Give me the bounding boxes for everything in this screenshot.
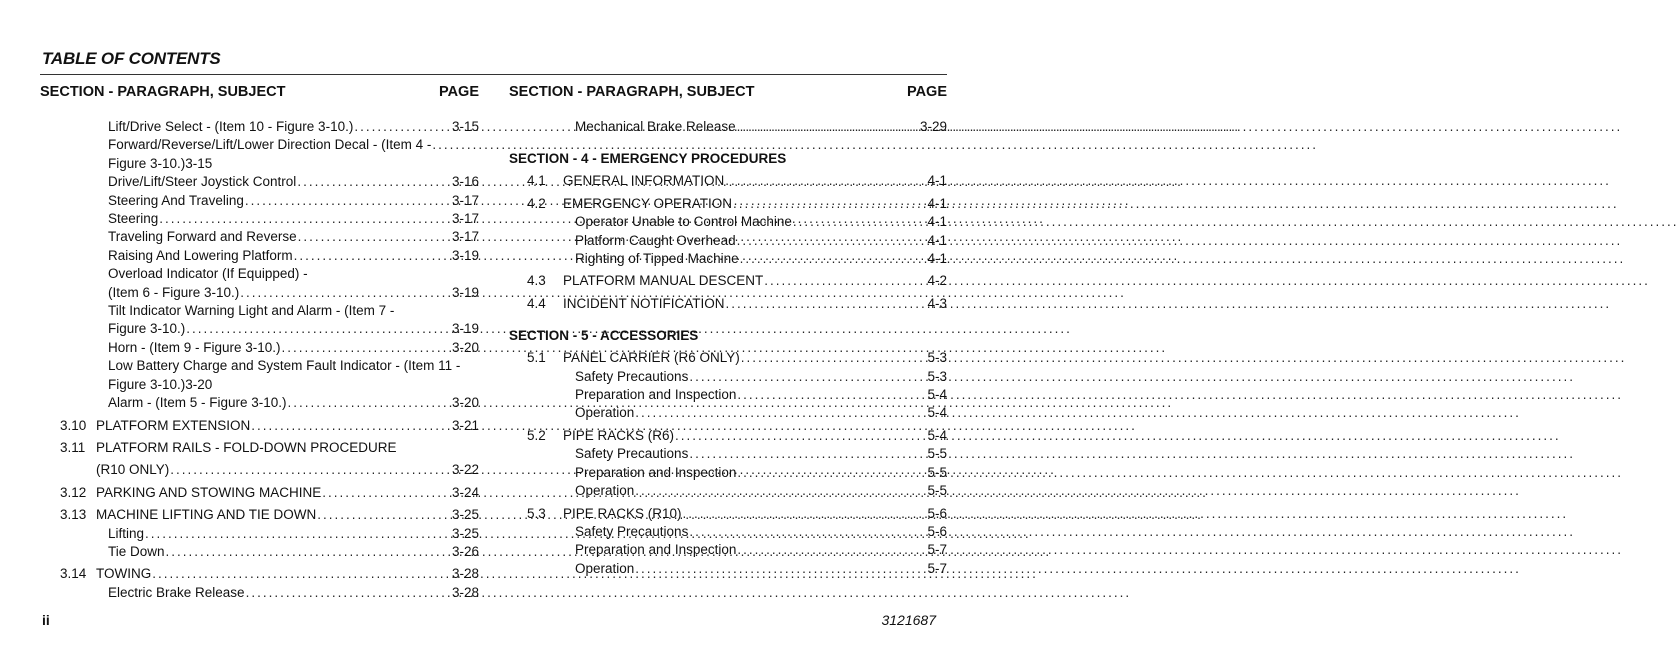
toc-entry-text <box>40 265 479 283</box>
dot-leader <box>246 584 451 602</box>
dot-leader <box>733 195 926 213</box>
toc-entry-number: 4.2 <box>527 195 546 211</box>
toc-entry-page: 3-16 <box>451 174 479 190</box>
dot-leader <box>159 210 451 228</box>
toc-entry[interactable] <box>40 320 479 338</box>
column-header-right <box>509 82 947 106</box>
page-title: TABLE OF CONTENTS <box>42 49 221 68</box>
toc-entry-page: 3-25 <box>451 507 479 523</box>
toc-entry[interactable] <box>509 482 947 500</box>
toc-entry-label: PLATFORM RAILS - FOLD-DOWN PROCEDURE <box>96 439 397 455</box>
dot-leader <box>741 349 927 367</box>
toc-entry-label: Operation <box>575 483 635 499</box>
toc-entry[interactable] <box>40 192 479 210</box>
toc-entry-number: 5.1 <box>527 350 546 366</box>
toc-entry-page: 3-24 <box>451 484 479 500</box>
toc-entry[interactable] <box>509 505 947 523</box>
dot-leader <box>689 523 926 541</box>
toc-entry-label: Lifting <box>108 525 145 541</box>
dot-leader <box>322 484 451 502</box>
column-header-page: PAGE <box>906 84 947 100</box>
toc-entry[interactable] <box>509 250 947 268</box>
toc-entry-page: 4-1 <box>927 251 947 267</box>
toc-entry-label: Drive/Lift/Steer Joystick Control <box>108 174 297 190</box>
toc-entry-label: Mechanical Brake Release <box>575 119 736 134</box>
toc-entry-label: Figure 3-10.)3-20 <box>108 376 213 392</box>
toc-entry-label: Tilt Indicator Warning Light and Alarm - (Item 7 - <box>108 303 395 319</box>
dot-leader <box>354 118 451 136</box>
toc-entry-number: 4.3 <box>527 273 546 289</box>
dot-leader <box>152 565 451 583</box>
toc-entry[interactable] <box>509 464 947 482</box>
title-divider <box>40 74 947 75</box>
toc-entry-label: GENERAL INFORMATION <box>563 173 725 189</box>
toc-entry-label: Steering <box>108 211 159 227</box>
toc-entry-page: 5-5 <box>927 483 947 499</box>
toc-entry-text <box>40 302 479 320</box>
toc-entry-page: 4-1 <box>927 232 947 248</box>
toc-entry-page: 5-5 <box>927 446 947 462</box>
toc-entry-page: 5-3 <box>927 368 947 384</box>
toc-entry-label: (Item 6 - Figure 3-10.) <box>108 284 240 300</box>
toc-entry-label: PIPE RACKS (R6) <box>563 427 675 443</box>
toc-entry-label: Safety Precautions <box>575 368 689 384</box>
toc-entry-page: 5-5 <box>927 464 947 480</box>
dot-leader <box>432 136 478 154</box>
toc-entry[interactable] <box>509 386 947 404</box>
toc-entry-text <box>40 357 479 375</box>
toc-entry-label: Safety Precautions <box>575 523 689 539</box>
toc-entry-label: TOWING <box>96 566 152 582</box>
toc-entry[interactable] <box>40 525 479 543</box>
toc-entry[interactable] <box>509 560 947 578</box>
toc-entry[interactable] <box>509 404 947 422</box>
toc-entry-text <box>40 439 479 457</box>
toc-entry-label: PLATFORM MANUAL DESCENT <box>563 273 764 289</box>
toc-column-right <box>509 82 947 578</box>
toc-entry[interactable] <box>40 506 479 524</box>
toc-entry-page: 5-4 <box>927 427 947 443</box>
dot-leader <box>635 560 926 578</box>
toc-entry-page: 3-28 <box>451 584 479 600</box>
dot-leader <box>186 320 451 338</box>
dot-leader <box>764 272 926 290</box>
toc-entry-page: 3-29 <box>919 119 947 134</box>
toc-entry[interactable] <box>509 368 947 386</box>
toc-entry-label: EMERGENCY OPERATION <box>563 195 733 211</box>
toc-entry-label: Operator Unable to Control Machine <box>575 214 792 230</box>
toc-entry[interactable] <box>509 118 947 136</box>
toc-entry-number: 5.3 <box>527 505 546 521</box>
dot-leader <box>245 192 451 210</box>
page-number: ii <box>42 612 50 628</box>
toc-entry[interactable] <box>40 118 479 136</box>
toc-entry[interactable] <box>40 565 479 583</box>
dot-leader <box>793 213 927 231</box>
toc-entry[interactable] <box>40 394 479 412</box>
spacer <box>509 313 947 327</box>
toc-entry[interactable] <box>40 136 479 154</box>
toc-entry-label: Forward/Reverse/Lift/Lower Direction Decal - (Item 4 - <box>108 137 432 153</box>
toc-entry[interactable] <box>40 228 479 246</box>
dot-leader <box>689 445 926 463</box>
toc-entry-text <box>40 155 479 173</box>
toc-entry-label: Low Battery Charge and System Fault Indicator - (Item 11 - <box>108 358 461 374</box>
toc-entry-page: 5-7 <box>927 542 947 558</box>
toc-entry[interactable] <box>509 445 947 463</box>
toc-entry-page: 5-4 <box>927 405 947 421</box>
toc-entry-page: 3-28 <box>451 566 479 582</box>
toc-entry[interactable] <box>509 195 947 213</box>
toc-entry[interactable] <box>509 295 947 313</box>
toc-entry-label: Platform Caught Overhead <box>575 232 736 248</box>
dot-leader <box>737 118 919 136</box>
dot-leader <box>726 295 927 313</box>
toc-entry-page: 5-3 <box>927 350 947 366</box>
toc-entry[interactable] <box>509 172 947 190</box>
dot-leader <box>240 284 451 302</box>
toc-entry-label: Raising And Lowering Platform <box>108 247 293 263</box>
toc-entry-number: 4.1 <box>527 173 546 189</box>
toc-entry-label: Alarm - (Item 5 - Figure 3-10.) <box>108 395 287 411</box>
toc-entry-page: 3-15 <box>451 119 479 134</box>
toc-entry-page: 5-6 <box>927 523 947 539</box>
toc-entry-page: 3-17 <box>451 229 479 245</box>
dot-leader <box>635 482 926 500</box>
toc-entry-label: PANEL CARRIER (R6 ONLY) <box>563 350 740 366</box>
toc-entry-page: 5-6 <box>927 505 947 521</box>
toc-entry-page: 4-1 <box>927 214 947 230</box>
toc-entry-page: 3-17 <box>451 192 479 208</box>
toc-entry-label: Preparation and Inspection <box>575 542 737 558</box>
dot-leader <box>737 232 927 250</box>
toc-entry[interactable] <box>509 523 947 541</box>
toc-column-left <box>40 82 479 602</box>
toc-entry[interactable] <box>40 484 479 502</box>
column-header-left <box>40 82 479 106</box>
toc-entry-page: 3-19 <box>451 284 479 300</box>
document-number: 3121687 <box>881 612 936 628</box>
toc-entry-label: Safety Precautions <box>575 446 689 462</box>
toc-entry-label: Traveling Forward and Reverse <box>108 229 297 245</box>
toc-entry-number: 4.4 <box>527 295 546 311</box>
toc-entry-label: PIPE RACKS (R10) <box>563 505 682 521</box>
toc-entry-label: Preparation and Inspection <box>575 387 737 403</box>
toc-entry-label: PLATFORM EXTENSION <box>96 417 251 433</box>
toc-entry[interactable] <box>509 541 947 559</box>
section-heading: SECTION - 5 - ACCESSORIES <box>509 328 699 344</box>
toc-entry-label: (R10 ONLY) <box>96 462 170 478</box>
toc-entry-page: 4-3 <box>927 295 947 311</box>
column-header-page: PAGE <box>438 84 479 100</box>
toc-entry-label: PARKING AND STOWING MACHINE <box>96 484 322 500</box>
toc-entry-number: 5.2 <box>527 427 546 443</box>
section-heading: SECTION - 4 - EMERGENCY PROCEDURES <box>509 151 787 167</box>
toc-entry-label: Lift/Drive Select - (Item 10 - Figure 3-10.) <box>108 119 354 134</box>
toc-entry[interactable] <box>40 210 479 228</box>
toc-entry-page: 4-1 <box>927 195 947 211</box>
toc-entry-page: 3-17 <box>451 211 479 227</box>
dot-leader <box>294 247 451 265</box>
toc-entry[interactable] <box>40 584 479 602</box>
toc-entry[interactable] <box>40 173 479 191</box>
dot-leader <box>298 228 451 246</box>
toc-entry[interactable] <box>509 349 947 367</box>
dot-leader <box>737 386 926 404</box>
toc-entry[interactable] <box>40 247 479 265</box>
dot-leader <box>288 394 451 412</box>
dot-leader <box>740 250 927 268</box>
toc-entry-page: 3-26 <box>451 543 479 559</box>
toc-entry-page: 4-1 <box>927 173 947 189</box>
toc-entry-label: Operation <box>575 405 635 421</box>
toc-entry-label: Preparation and Inspection <box>575 464 737 480</box>
toc-entry-number: 3.11 <box>60 439 86 455</box>
toc-entry-number: 3.12 <box>60 484 87 500</box>
toc-entry-label: Tie Down <box>108 543 165 559</box>
toc-entry-number: 3.10 <box>60 417 87 433</box>
toc-entry-page: 3-20 <box>451 395 479 411</box>
dot-leader <box>282 339 451 357</box>
dot-leader <box>675 427 926 445</box>
toc-entry-label: INCIDENT NOTIFICATION <box>563 295 725 311</box>
toc-entry[interactable] <box>509 213 947 231</box>
toc-entry[interactable] <box>40 339 479 357</box>
toc-entry[interactable] <box>509 427 947 445</box>
toc-entry-page: 3-25 <box>451 525 479 541</box>
toc-entry[interactable] <box>509 272 947 290</box>
toc-entry-page: 5-7 <box>927 560 947 576</box>
toc-entry-label: Figure 3-10.) <box>108 321 186 337</box>
toc-entry-label: Righting of Tipped Machine <box>575 251 739 267</box>
dot-leader <box>297 173 451 191</box>
toc-list-left <box>40 118 479 602</box>
dot-leader <box>689 368 926 386</box>
toc-entry-page: 4-2 <box>927 273 947 289</box>
toc-entry-label: Operation <box>575 560 635 576</box>
toc-entry-page: 3-21 <box>451 417 479 433</box>
column-header-subject: SECTION - PARAGRAPH, SUBJECT <box>509 84 755 100</box>
column-header-subject: SECTION - PARAGRAPH, SUBJECT <box>40 84 286 100</box>
dot-leader <box>737 464 926 482</box>
dot-leader <box>251 417 451 435</box>
toc-entry[interactable] <box>40 461 479 479</box>
toc-entry-number: 3.13 <box>60 507 87 523</box>
toc-entry-label: MACHINE LIFTING AND TIE DOWN <box>96 507 317 523</box>
dot-leader <box>683 505 927 523</box>
toc-list-right <box>509 118 947 578</box>
toc-entry-page: 5-4 <box>927 387 947 403</box>
dot-leader <box>166 543 451 561</box>
dot-leader <box>145 525 451 543</box>
dot-leader <box>317 506 451 524</box>
toc-entry-text <box>40 376 479 394</box>
toc-entry-page: 3-22 <box>451 462 479 478</box>
toc-entry-number: 3.14 <box>60 566 87 582</box>
toc-entry-label: Overload Indicator (If Equipped) - <box>108 266 308 282</box>
toc-entry[interactable] <box>40 543 479 561</box>
toc-entry-label: Figure 3-10.)3-15 <box>108 155 213 171</box>
toc-entry[interactable] <box>40 417 479 435</box>
toc-entry-label: Electric Brake Release <box>108 584 245 600</box>
toc-entry[interactable] <box>40 284 479 302</box>
dot-leader <box>170 461 451 479</box>
toc-entry[interactable] <box>509 232 947 250</box>
toc-entry-page: 3-19 <box>451 321 479 337</box>
spacer <box>509 136 947 150</box>
dot-leader <box>737 541 926 559</box>
toc-entry-label: Horn - (Item 9 - Figure 3-10.) <box>108 339 281 355</box>
toc-entry-page: 3-20 <box>451 339 479 355</box>
toc-entry-label: Steering And Traveling <box>108 192 244 208</box>
dot-leader <box>635 404 926 422</box>
dot-leader <box>725 172 926 190</box>
toc-entry-page: 3-19 <box>451 247 479 263</box>
